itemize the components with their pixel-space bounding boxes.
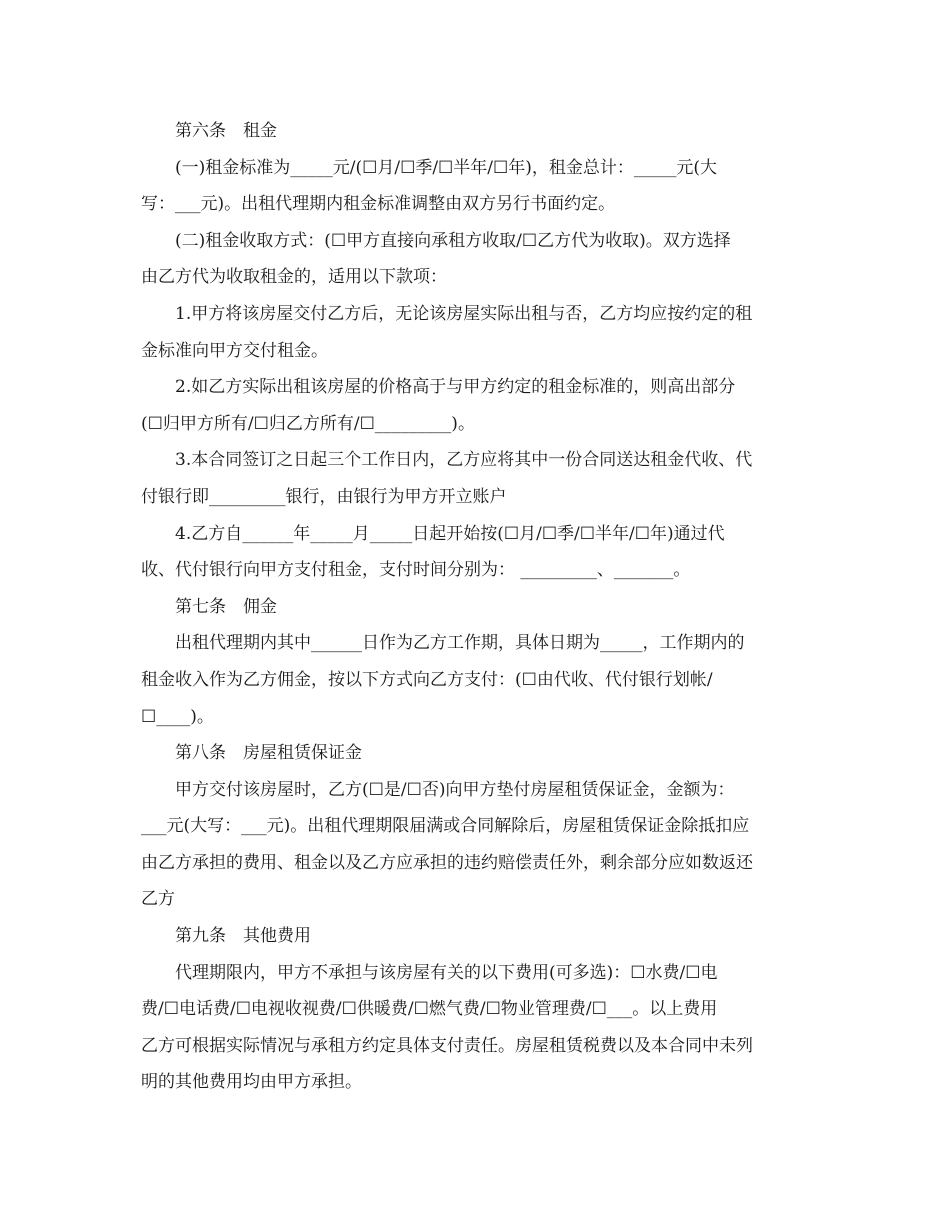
- paragraph-line: 费/☐电话费/☐电视收视费/☐供暖费/☐燃气费/☐物业管理费/☐___。以上费用: [141, 999, 718, 1020]
- paragraph-line: (二)租金收取方式：(☐甲方直接向承租方收取/☐乙方代为收取)。双方选择: [175, 230, 731, 251]
- paragraph-line: 租金收入作为乙方佣金，按以下方式向乙方支付：(☐由代收、代付银行划帐/: [141, 669, 713, 690]
- paragraph-line: 明的其他费用均由甲方承担。: [141, 1072, 362, 1093]
- paragraph-line: 由乙方代为收取租金的，适用以下款项：: [141, 267, 447, 288]
- paragraph-line: ☐____)。: [141, 706, 214, 727]
- document-page: [141, 113, 813, 1101]
- paragraph-line: 代理期限内，甲方不承担与该房屋有关的以下费用(可多选)：☐水费/☐电: [175, 962, 718, 983]
- paragraph-line: 4.乙方自______年_____月_____日起开始按(☐月/☐季/☐半年/☐年)通过代: [175, 523, 725, 544]
- article-title: 第九条 其他费用: [175, 926, 311, 947]
- paragraph-line: 2.如乙方实际出租该房屋的价格高于与甲方约定的租金标准的，则高出部分: [175, 377, 736, 398]
- paragraph-line: 乙方可根据实际情况与承租方约定具体支付责任。房屋租赁税费以及本合同中未列: [141, 1035, 753, 1056]
- paragraph-line: 甲方交付该房屋时，乙方(☐是/☐否)向甲方垫付房屋租赁保证金，金额为：: [175, 779, 735, 800]
- paragraph-line: 金标准向甲方交付租金。: [141, 340, 328, 361]
- paragraph-line: 付银行即_________银行，由银行为甲方开立账户: [141, 486, 507, 507]
- paragraph-line: 1.甲方将该房屋交付乙方后，无论该房屋实际出租与否，乙方均应按约定的租: [175, 303, 753, 324]
- paragraph-line: (☐归甲方所有/☐归乙方所有/☐_________)。: [141, 413, 475, 434]
- paragraph-line: ___元(大写：___元)。出租代理期限届满或合同解除后，房屋租赁保证金除抵扣应: [141, 816, 750, 837]
- paragraph-line: (一)租金标准为_____元/(☐月/☐季/☐半年/☐年)，租金总计：_____元(大: [175, 157, 718, 178]
- paragraph-line: 收、代付银行向甲方支付租金，支付时间分别为： _________、_______。: [141, 560, 691, 581]
- article-title: 第七条 佣金: [175, 596, 277, 617]
- paragraph-line: 由乙方承担的费用、租金以及乙方应承担的违约赔偿责任外，剩余部分应如数返还: [141, 852, 753, 873]
- paragraph-line: 写：___元)。出租代理期内租金标准调整由双方另行书面约定。: [141, 194, 616, 215]
- paragraph-line: 出租代理期内其中______日作为乙方工作期，具体日期为_____，工作期内的: [175, 633, 745, 654]
- article-title: 第六条 租金: [175, 121, 277, 141]
- article-title: 第八条 房屋租赁保证金: [175, 743, 362, 764]
- paragraph-line: 3.本合同签订之日起三个工作日内，乙方应将其中一份合同送达租金代收、代: [175, 450, 753, 471]
- paragraph-line: 乙方: [141, 889, 175, 910]
